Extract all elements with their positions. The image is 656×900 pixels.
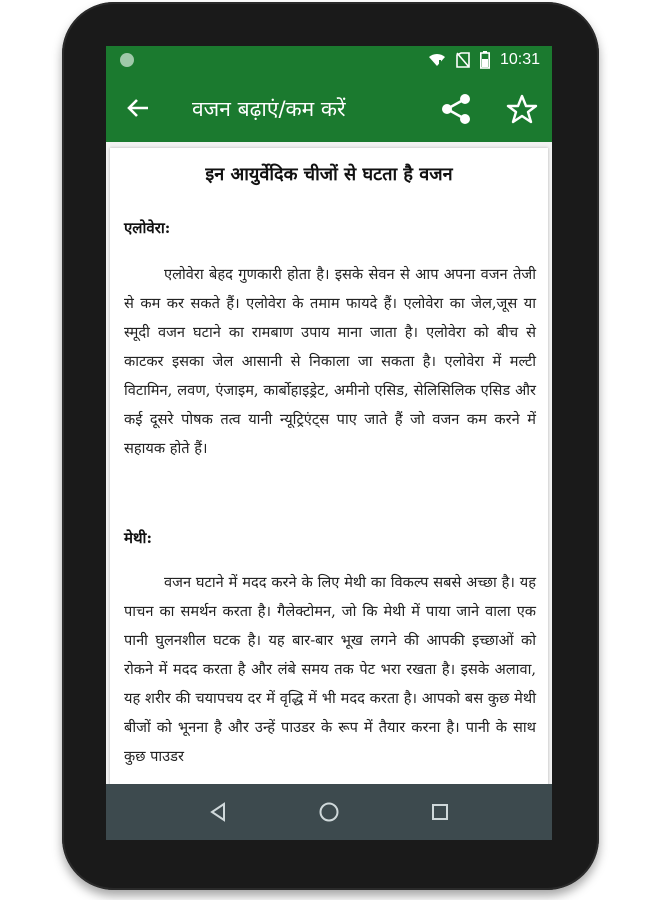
article-title: इन आयुर्वेदिक चीजों से घटता है वजन bbox=[205, 164, 453, 185]
nav-recents-button[interactable] bbox=[424, 796, 456, 828]
status-icons bbox=[428, 50, 540, 70]
back-button[interactable] bbox=[120, 90, 156, 126]
share-icon bbox=[441, 93, 471, 125]
star-outline-icon bbox=[506, 94, 538, 124]
battery-icon bbox=[480, 51, 490, 69]
status-time: 10:31 bbox=[499, 51, 540, 68]
share-button[interactable] bbox=[436, 89, 476, 129]
app-screen bbox=[106, 46, 552, 840]
notification-dot-icon bbox=[120, 53, 134, 67]
arrow-back-icon bbox=[127, 98, 149, 118]
nav-home-button[interactable] bbox=[313, 796, 345, 828]
article-scroll-area[interactable] bbox=[106, 142, 552, 784]
section-heading-aloe-vera: एलोवेरा: bbox=[124, 219, 171, 237]
section-heading-methi: मेथी: bbox=[124, 529, 152, 547]
favorite-button[interactable] bbox=[502, 89, 542, 129]
section-body-aloe-vera: एलोवेरा बेहद गुणकारी होता है। इसके सेवन से आप अपना वजन तेजी से कम कर सकते हैं। एलोवेरा के तमाम फायदे हैं। एलोवेरा का जेल,जूस या स्मूदी वजन घटाने का रामबाण उपाय माना जाता है। एलोवेरा को बीच से काटकर इसका जेल आसानी से निकाला जा सकता है। एलोवेरा में मल्टी विटामिन, लवण, एंजाइम, कार्बोहाइड्रेट, अमीनो एसिड, सेलिसिलिक एसिड और कई दूसरे पोषक तत्व यानी न्यूट्रिएंट्स पाए जाते हैं जो वजन कम करने में सहायक होते हैं। bbox=[124, 266, 536, 457]
app-title: वजन बढ़ाएं/कम करें bbox=[192, 97, 346, 121]
article-card bbox=[110, 148, 548, 784]
section-body-methi: वजन घटाने में मदद करने के लिए मेथी का विकल्प सबसे अच्छा है। यह पाचन का समर्थन करता है। गैलेक्टोमन, जो कि मेथी में पाया जाने वाला एक पानी घुलनशील घटक है। यह बार-बार भूख लगने की आपकी इच्छाओं को रोकने में मदद करता है और लंबे समय तक पेट भरा रखता है। इसके अलावा, यह शरीर की चयापचय दर में वृद्धि में भी मदद करता है। आपको बस कुछ मेथी बीजों को भूनना है और उन्हें पाउडर के रूप में तैयार करना है। पानी के साथ कुछ पाउडर bbox=[124, 574, 536, 765]
home-circle-icon bbox=[318, 801, 340, 823]
back-triangle-icon bbox=[208, 802, 228, 822]
app-bar bbox=[106, 74, 552, 142]
system-nav-bar bbox=[106, 784, 552, 840]
nav-back-button[interactable] bbox=[202, 796, 234, 828]
recents-square-icon bbox=[431, 803, 449, 821]
status-bar bbox=[106, 46, 552, 74]
no-sim-icon bbox=[456, 52, 470, 68]
wifi-icon bbox=[428, 52, 446, 68]
